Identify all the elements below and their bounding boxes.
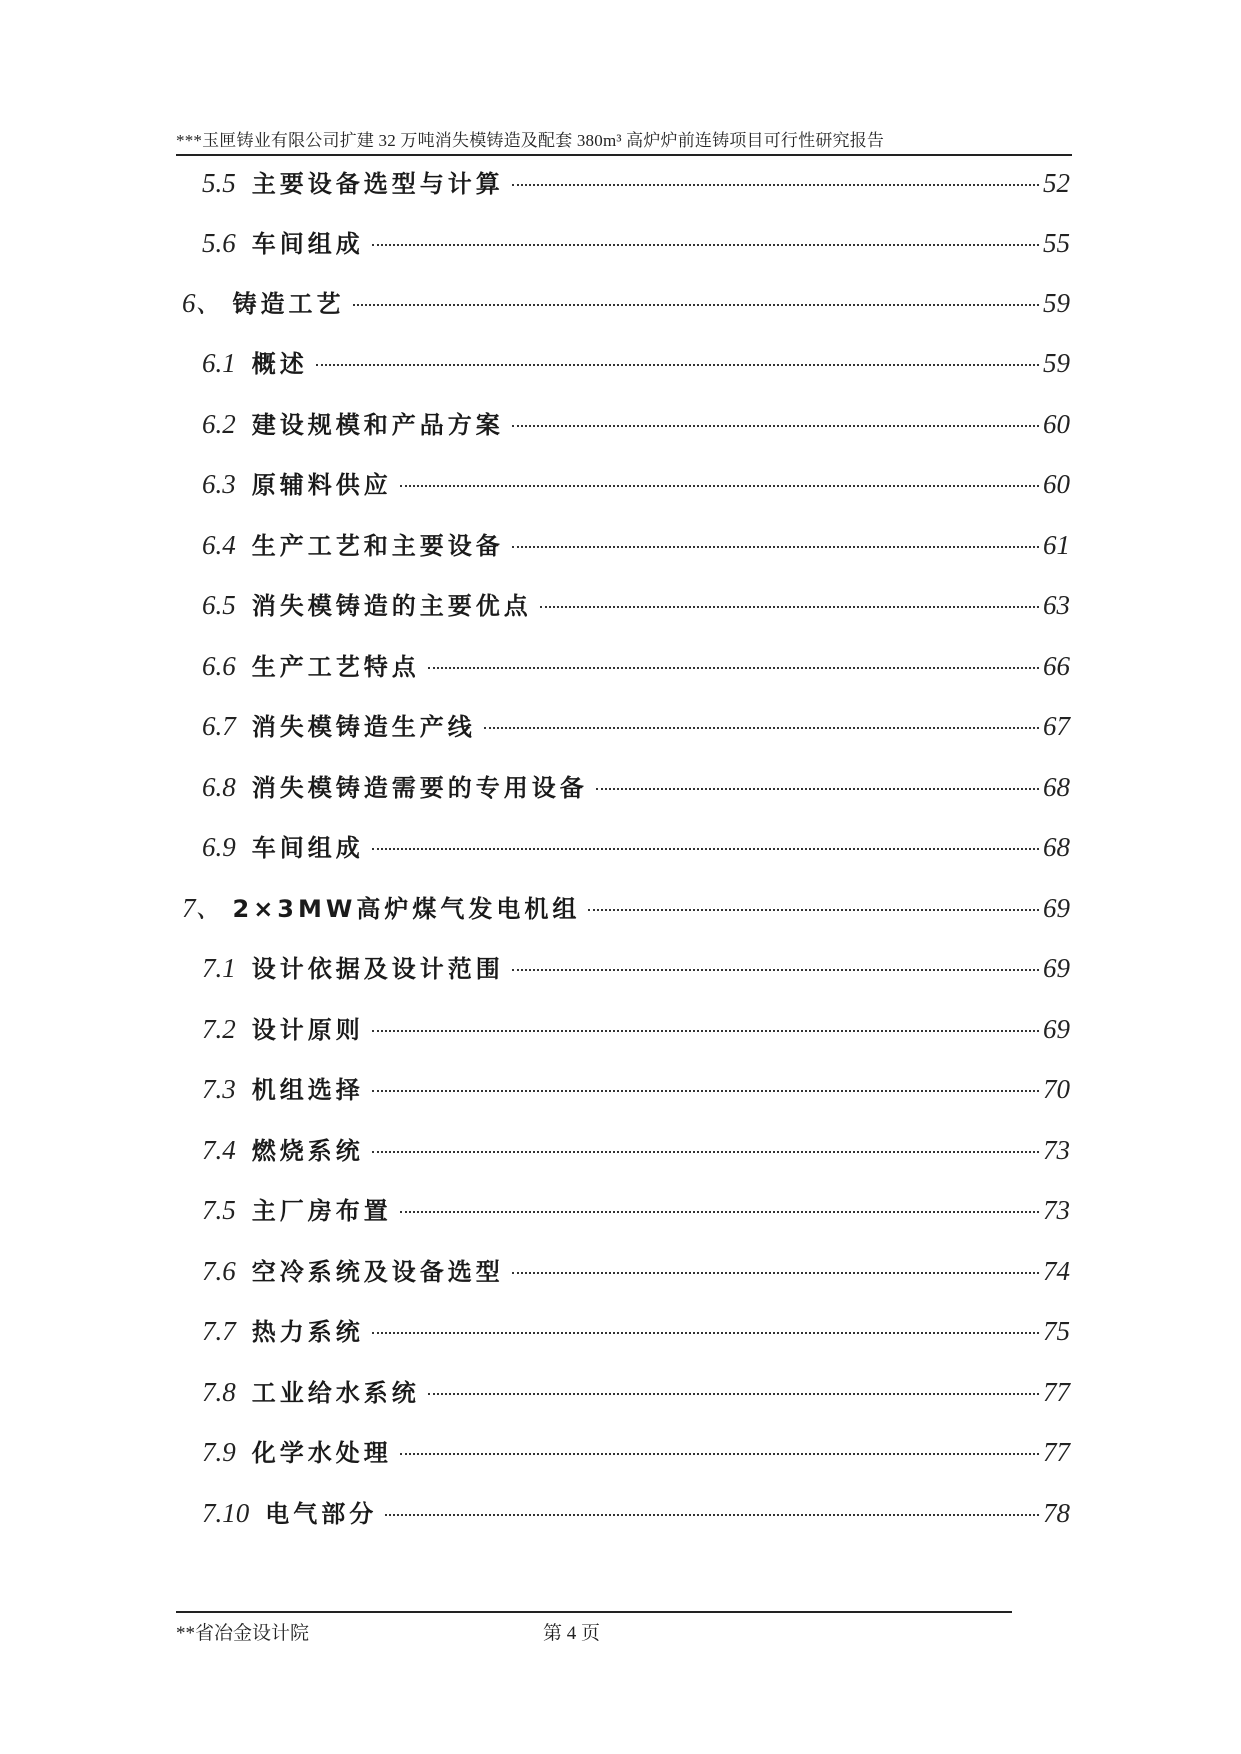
toc-page-number: 68 — [1043, 832, 1070, 862]
toc-page-number: 61 — [1043, 530, 1070, 560]
footer-page-number: 第 4 页 — [543, 1623, 601, 1644]
toc-number: 7.2 — [202, 1014, 236, 1044]
footer-institute: **省冶金设计院 — [176, 1623, 310, 1644]
toc-leader — [385, 1514, 1039, 1516]
toc-entry — [202, 1251, 1070, 1291]
toc-leader — [428, 1393, 1039, 1395]
toc-leader — [372, 848, 1039, 850]
toc-title: 燃烧系统 — [251, 1137, 364, 1165]
toc-leader — [372, 1151, 1039, 1153]
toc-number: 7.1 — [202, 953, 236, 983]
toc-page-number: 55 — [1043, 228, 1070, 258]
toc-entry — [202, 1493, 1070, 1533]
toc-title: 机组选择 — [251, 1076, 364, 1104]
toc-title: 空冷系统及设备选型 — [251, 1258, 504, 1286]
toc-entry — [202, 1130, 1070, 1170]
toc-title: 电气部分 — [265, 1500, 378, 1528]
toc-title: 设计依据及设计范围 — [251, 955, 504, 983]
toc-entry — [202, 1432, 1070, 1472]
toc-number: 6.1 — [202, 348, 236, 378]
toc-leader — [372, 1332, 1039, 1334]
toc-leader — [372, 1030, 1039, 1032]
toc-entry — [202, 646, 1070, 686]
toc-entry — [202, 1372, 1070, 1412]
document-header: ***玉匣铸业有限公司扩建 32 万吨消失模铸造及配套 380m³ 高炉炉前连铸项目可行性研究报告 — [176, 131, 885, 150]
toc-leader — [316, 364, 1039, 366]
toc-entry — [202, 343, 1070, 383]
toc-chapter-entry — [182, 888, 1070, 928]
toc-leader — [596, 788, 1039, 790]
toc-page-number: 52 — [1043, 168, 1070, 198]
toc-title: 设计原则 — [251, 1016, 364, 1044]
toc-number: 7、 — [182, 893, 223, 923]
toc-number: 7.5 — [202, 1195, 236, 1225]
toc-title: 消失模铸造的主要优点 — [251, 592, 532, 620]
toc-number: 7.8 — [202, 1377, 236, 1407]
toc-leader — [400, 485, 1039, 487]
toc-page-number: 70 — [1043, 1074, 1070, 1104]
toc-number: 7.7 — [202, 1316, 236, 1346]
toc-entry — [202, 585, 1070, 625]
toc-entry — [202, 1009, 1070, 1049]
toc-page-number: 68 — [1043, 772, 1070, 802]
toc-leader — [372, 244, 1039, 246]
toc-page-number: 59 — [1043, 348, 1070, 378]
toc-entry — [202, 163, 1070, 203]
toc-number: 6.9 — [202, 832, 236, 862]
toc-entry — [202, 1069, 1070, 1109]
toc-leader — [512, 184, 1039, 186]
toc-number: 6.3 — [202, 469, 236, 499]
toc-number: 7.9 — [202, 1437, 236, 1467]
toc-leader — [372, 1090, 1039, 1092]
toc-page-number: 59 — [1043, 288, 1070, 318]
toc-entry — [202, 525, 1070, 565]
toc-entry — [202, 223, 1070, 263]
toc-entry — [202, 1311, 1070, 1351]
toc-page-number: 75 — [1043, 1316, 1070, 1346]
toc-title: 化学水处理 — [251, 1439, 392, 1467]
toc-title: 主厂房布置 — [251, 1197, 392, 1225]
toc-leader — [512, 546, 1039, 548]
toc-number: 6.2 — [202, 409, 236, 439]
toc-number: 7.3 — [202, 1074, 236, 1104]
toc-number: 7.6 — [202, 1256, 236, 1286]
toc-page-number: 67 — [1043, 711, 1070, 741]
toc-leader — [353, 304, 1040, 306]
toc-leader — [400, 1211, 1039, 1213]
toc-page-number: 77 — [1043, 1437, 1070, 1467]
toc-number: 6.4 — [202, 530, 236, 560]
toc-page-number: 69 — [1043, 893, 1070, 923]
toc-title: 原辅料供应 — [251, 471, 392, 499]
toc-leader — [512, 1272, 1039, 1274]
header-divider — [176, 154, 1072, 156]
toc-page-number: 69 — [1043, 1014, 1070, 1044]
toc-number: 5.6 — [202, 228, 236, 258]
toc-number: 6.6 — [202, 651, 236, 681]
toc-page-number: 73 — [1043, 1135, 1070, 1165]
toc-leader — [484, 727, 1039, 729]
toc-number: 6、 — [182, 288, 223, 318]
toc-entry — [202, 827, 1070, 867]
toc-title: 消失模铸造需要的专用设备 — [251, 774, 588, 802]
toc-title: 生产工艺和主要设备 — [251, 532, 504, 560]
toc-title: 生产工艺特点 — [251, 653, 420, 681]
toc-title: 2×3MW高炉煤气发电机组 — [232, 895, 581, 923]
toc-leader — [540, 606, 1039, 608]
toc-title: 工业给水系统 — [251, 1379, 420, 1407]
toc-title: 概述 — [251, 350, 308, 378]
toc-chapter-entry — [182, 283, 1070, 323]
toc-entry — [202, 767, 1070, 807]
toc-number: 6.8 — [202, 772, 236, 802]
toc-entry — [202, 706, 1070, 746]
toc-title: 热力系统 — [251, 1318, 364, 1346]
toc-leader — [428, 667, 1039, 669]
toc-leader — [588, 909, 1039, 911]
toc-page-number: 77 — [1043, 1377, 1070, 1407]
toc-title: 消失模铸造生产线 — [251, 713, 476, 741]
toc-number: 6.5 — [202, 590, 236, 620]
toc-entry — [202, 1190, 1070, 1230]
toc-entry — [202, 464, 1070, 504]
toc-page-number: 60 — [1043, 469, 1070, 499]
toc-entry — [202, 404, 1070, 444]
toc-page-number: 63 — [1043, 590, 1070, 620]
toc-leader — [512, 425, 1039, 427]
toc-page-number: 69 — [1043, 953, 1070, 983]
toc-leader — [400, 1453, 1039, 1455]
toc-number: 7.10 — [202, 1498, 250, 1528]
toc-leader — [512, 969, 1039, 971]
toc-page-number: 66 — [1043, 651, 1070, 681]
toc-title: 车间组成 — [251, 834, 364, 862]
toc-page-number: 73 — [1043, 1195, 1070, 1225]
toc-number: 7.4 — [202, 1135, 236, 1165]
toc-title: 主要设备选型与计算 — [251, 170, 504, 198]
toc-number: 5.5 — [202, 168, 236, 198]
toc-number: 6.7 — [202, 711, 236, 741]
toc-page-number: 78 — [1043, 1498, 1070, 1528]
toc-title: 铸造工艺 — [232, 290, 345, 318]
toc-entry — [202, 948, 1070, 988]
footer-divider — [176, 1611, 1012, 1613]
toc-page-number: 74 — [1043, 1256, 1070, 1286]
toc-page-number: 60 — [1043, 409, 1070, 439]
toc-title: 建设规模和产品方案 — [251, 411, 504, 439]
toc-title: 车间组成 — [251, 230, 364, 258]
